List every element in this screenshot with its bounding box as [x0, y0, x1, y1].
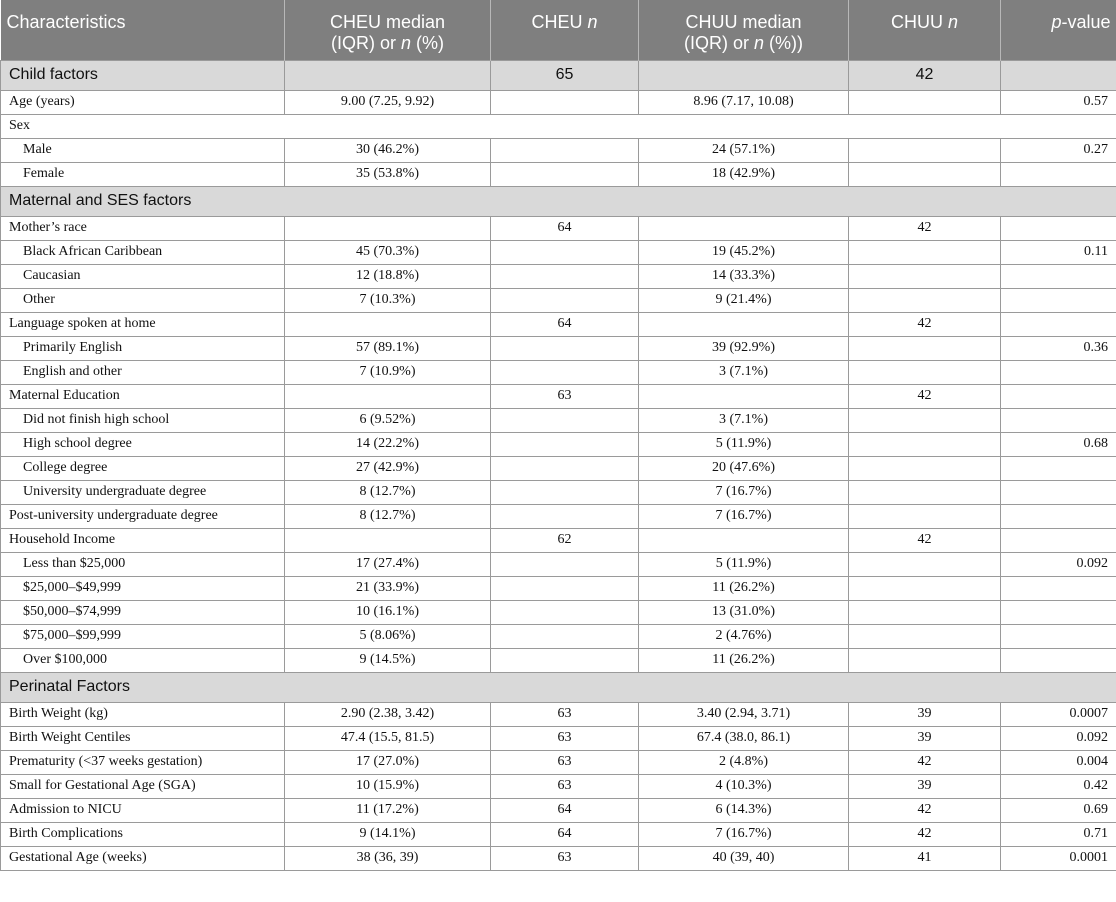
chuu-value: 24 (57.1%): [639, 138, 849, 162]
p-value: 0.0001: [1001, 846, 1116, 870]
table-row: [1, 774, 1116, 798]
chuu-value: 67.4 (38.0, 86.1): [639, 726, 849, 750]
row-label: University undergraduate degree: [1, 480, 285, 504]
p-value: 0.68: [1001, 432, 1116, 456]
cheu-value: 38 (36, 39): [285, 846, 491, 870]
row-label: Birth Complications: [1, 822, 285, 846]
row-label: Birth Weight (kg): [1, 702, 285, 726]
chuu-value: 11 (26.2%): [639, 648, 849, 672]
chuu-n-cell: 42: [849, 798, 1001, 822]
table-row: [1, 600, 1116, 624]
cheu-value: 2.90 (2.38, 3.42): [285, 702, 491, 726]
cheu-value: 35 (53.8%): [285, 162, 491, 186]
chuu-n-cell: 42: [849, 312, 1001, 336]
cheu-value: 9 (14.5%): [285, 648, 491, 672]
cheu-n-cell: 64: [491, 822, 639, 846]
p-value: 0.11: [1001, 240, 1116, 264]
cheu-value: 12 (18.8%): [285, 264, 491, 288]
table-row: [1, 702, 1116, 726]
p-value: 0.27: [1001, 138, 1116, 162]
chuu-value: 7 (16.7%): [639, 822, 849, 846]
cheu-n-cell: 64: [491, 216, 639, 240]
row-label: Mother’s race: [1, 216, 285, 240]
cheu-value: 5 (8.06%): [285, 624, 491, 648]
table-row: [1, 624, 1116, 648]
row-label: $25,000–$49,999: [1, 576, 285, 600]
p-value: 0.42: [1001, 774, 1116, 798]
row-label: Did not finish high school: [1, 408, 285, 432]
chuu-value: 9 (21.4%): [639, 288, 849, 312]
chuu-value: 20 (47.6%): [639, 456, 849, 480]
row-label: Birth Weight Centiles: [1, 726, 285, 750]
section-label: Maternal and SES factors: [1, 186, 1116, 216]
row-label: Other: [1, 288, 285, 312]
cheu-n-cell: 63: [491, 726, 639, 750]
p-value: 0.0007: [1001, 702, 1116, 726]
table-row: [1, 456, 1116, 480]
chuu-value: 11 (26.2%): [639, 576, 849, 600]
row-label: Language spoken at home: [1, 312, 285, 336]
chuu-value: 2 (4.76%): [639, 624, 849, 648]
cheu-n-cell: 63: [491, 750, 639, 774]
row-label: Male: [1, 138, 285, 162]
header-cheu-n: CHEU n: [491, 0, 639, 60]
p-value: 0.57: [1001, 90, 1116, 114]
table-row: [1, 528, 1116, 552]
table-row: [1, 162, 1116, 186]
p-value: 0.004: [1001, 750, 1116, 774]
cheu-value: 17 (27.0%): [285, 750, 491, 774]
header-p-value: p-value: [1001, 0, 1116, 60]
cheu-value: 30 (46.2%): [285, 138, 491, 162]
table-row: [1, 138, 1116, 162]
section-child-factors: [1, 60, 1116, 90]
table-row: [1, 384, 1116, 408]
table-row: [1, 336, 1116, 360]
table-row: [1, 504, 1116, 528]
chuu-n-cell: 42: [849, 528, 1001, 552]
row-label: Less than $25,000: [1, 552, 285, 576]
chuu-value: 7 (16.7%): [639, 480, 849, 504]
cheu-value: 47.4 (15.5, 81.5): [285, 726, 491, 750]
chuu-n-cell: 41: [849, 846, 1001, 870]
p-value: 0.092: [1001, 552, 1116, 576]
chuu-n-cell: 42: [849, 216, 1001, 240]
header-chuu-median: CHUU median (IQR) or n (%)): [639, 0, 849, 60]
table-row: [1, 216, 1116, 240]
row-label: English and other: [1, 360, 285, 384]
cheu-value: 11 (17.2%): [285, 798, 491, 822]
cheu-value: 14 (22.2%): [285, 432, 491, 456]
table-row: [1, 264, 1116, 288]
table-row: [1, 576, 1116, 600]
table-row: [1, 750, 1116, 774]
cheu-value: 45 (70.3%): [285, 240, 491, 264]
cheu-n-cell: 62: [491, 528, 639, 552]
row-label: High school degree: [1, 432, 285, 456]
chuu-value: 6 (14.3%): [639, 798, 849, 822]
chuu-value: 3 (7.1%): [639, 360, 849, 384]
row-label: Household Income: [1, 528, 285, 552]
section-perinatal-factors: [1, 672, 1116, 702]
chuu-value: 39 (92.9%): [639, 336, 849, 360]
table-row: [1, 846, 1116, 870]
chuu-n-cell: 39: [849, 702, 1001, 726]
row-label: Caucasian: [1, 264, 285, 288]
table-row: [1, 552, 1116, 576]
row-label: Over $100,000: [1, 648, 285, 672]
table-row: [1, 240, 1116, 264]
p-value: 0.092: [1001, 726, 1116, 750]
p-value: 0.69: [1001, 798, 1116, 822]
cheu-n-cell: 63: [491, 702, 639, 726]
chuu-value: 3.40 (2.94, 3.71): [639, 702, 849, 726]
table-row: [1, 288, 1116, 312]
table-row: [1, 114, 1116, 138]
chuu-value: 3 (7.1%): [639, 408, 849, 432]
cheu-value: 21 (33.9%): [285, 576, 491, 600]
table-header-row: [1, 0, 1116, 60]
cheu-value: 8 (12.7%): [285, 504, 491, 528]
row-label: Age (years): [1, 90, 285, 114]
cheu-value: 17 (27.4%): [285, 552, 491, 576]
chuu-value: 8.96 (7.17, 10.08): [639, 90, 849, 114]
table-row: [1, 432, 1116, 456]
table-row: [1, 360, 1116, 384]
chuu-n-cell: 42: [849, 60, 1001, 90]
table-row: [1, 312, 1116, 336]
cheu-value: 6 (9.52%): [285, 408, 491, 432]
cheu-value: 10 (16.1%): [285, 600, 491, 624]
cheu-value: 27 (42.9%): [285, 456, 491, 480]
row-label: $50,000–$74,999: [1, 600, 285, 624]
table-row: [1, 408, 1116, 432]
cheu-value: 7 (10.9%): [285, 360, 491, 384]
header-chuu-n: CHUU n: [849, 0, 1001, 60]
section-label: Perinatal Factors: [1, 672, 1116, 702]
chuu-value: 4 (10.3%): [639, 774, 849, 798]
chuu-value: 13 (31.0%): [639, 600, 849, 624]
row-label: $75,000–$99,999: [1, 624, 285, 648]
chuu-value: 14 (33.3%): [639, 264, 849, 288]
chuu-n-cell: 42: [849, 384, 1001, 408]
cheu-n-cell: 64: [491, 798, 639, 822]
chuu-n-cell: 39: [849, 726, 1001, 750]
chuu-value: 18 (42.9%): [639, 162, 849, 186]
table-row: [1, 648, 1116, 672]
chuu-value: 5 (11.9%): [639, 552, 849, 576]
row-label: Sex: [1, 114, 1116, 138]
chuu-value: 40 (39, 40): [639, 846, 849, 870]
table-row: [1, 726, 1116, 750]
p-value: 0.71: [1001, 822, 1116, 846]
table-row: [1, 90, 1116, 114]
row-label: Admission to NICU: [1, 798, 285, 822]
section-maternal-ses-factors: [1, 186, 1116, 216]
cheu-n-cell: 64: [491, 312, 639, 336]
chuu-n-cell: 42: [849, 750, 1001, 774]
row-label: Primarily English: [1, 336, 285, 360]
row-label: College degree: [1, 456, 285, 480]
chuu-n-cell: 39: [849, 774, 1001, 798]
section-label: Child factors: [1, 60, 285, 90]
row-label: Black African Caribbean: [1, 240, 285, 264]
row-label: Maternal Education: [1, 384, 285, 408]
chuu-value: 7 (16.7%): [639, 504, 849, 528]
cheu-n-cell: 65: [491, 60, 639, 90]
row-label: Female: [1, 162, 285, 186]
chuu-n-cell: 42: [849, 822, 1001, 846]
cheu-value: 9 (14.1%): [285, 822, 491, 846]
row-label: Small for Gestational Age (SGA): [1, 774, 285, 798]
header-characteristics: Characteristics: [1, 0, 285, 60]
header-cheu-median: CHEU median (IQR) or n (%): [285, 0, 491, 60]
cheu-n-cell: 63: [491, 384, 639, 408]
cheu-value: 57 (89.1%): [285, 336, 491, 360]
p-value: 0.36: [1001, 336, 1116, 360]
table-row: [1, 798, 1116, 822]
row-label: Gestational Age (weeks): [1, 846, 285, 870]
cheu-n-cell: 63: [491, 774, 639, 798]
cheu-value: 8 (12.7%): [285, 480, 491, 504]
chuu-value: 5 (11.9%): [639, 432, 849, 456]
row-label: Post-university undergraduate degree: [1, 504, 285, 528]
row-label: Prematurity (<37 weeks gestation): [1, 750, 285, 774]
chuu-value: 2 (4.8%): [639, 750, 849, 774]
table-row: [1, 822, 1116, 846]
chuu-value: 19 (45.2%): [639, 240, 849, 264]
cheu-n-cell: 63: [491, 846, 639, 870]
cheu-value: 9.00 (7.25, 9.92): [285, 90, 491, 114]
cheu-value: 10 (15.9%): [285, 774, 491, 798]
table-row: [1, 480, 1116, 504]
cheu-value: 7 (10.3%): [285, 288, 491, 312]
